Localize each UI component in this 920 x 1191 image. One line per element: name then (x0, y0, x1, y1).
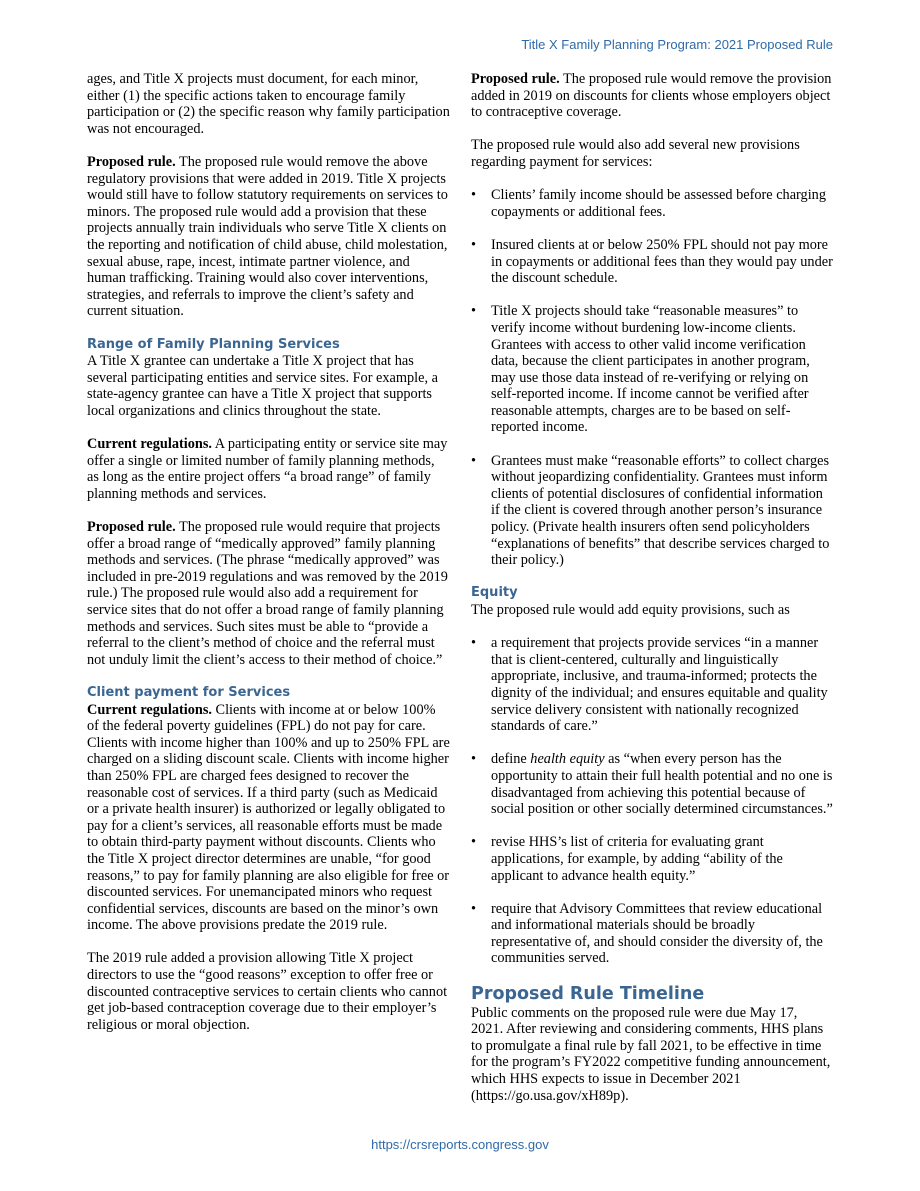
list-item (471, 751, 833, 817)
paragraph-text: Clients with income at or below 100% of the federal poverty guidelines (FPL) do not pay for care. Clients with income higher than 100% and up to 250% FPL are charged on a sliding discount scale. Clients with income higher than 250% FPL are charged fees designed to recover the reasonable cost of services. If a third party (such as Medicaid or a private health insurer) is authorized or legally obligated to pay for a client’s services, all reasonable efforts must be made to obtain third-party payment without discounts. Clients who the Title X project director determines are unable, “for good reasons,” to pay for family planning are also eligible for free or discounted services. For unemancipated minors who request confidential services, discounts are based on the minor’s own income. The above provisions predate the 2019 rule. (87, 701, 450, 934)
run-in-heading: Current regulations. (87, 701, 212, 718)
section-heading-range: Range of Family Planning Services (87, 336, 340, 352)
list-item-text: a requirement that projects provide services “in a manner that is client-centered, culturally and linguistically appropriate, inclusive, and trauma-informed; protects the dignity of the individual; and ensures equitable and quality service delivery consistent with nationally recognized standards of care.” (491, 635, 828, 735)
list-item (471, 187, 833, 220)
paragraph-text: A participating entity or service site may offer a single or limited number of family planning methods, as long as the entire project offers “a broad range” of family planning methods and services. (87, 436, 448, 502)
bullet-icon: • (471, 751, 477, 768)
footer-url: https://crsreports.congress.gov (371, 1137, 549, 1152)
bullet-icon: • (471, 236, 477, 253)
right-column (471, 71, 833, 1104)
paragraph-proposed-rule-minors (87, 154, 450, 320)
run-in-heading: Current regulations. (87, 436, 212, 453)
bullet-icon: • (471, 900, 477, 917)
paragraph-payment-provisions-intro: The proposed rule would also add several new provisions regarding payment for services: (471, 137, 800, 170)
section-heading-equity: Equity (471, 585, 518, 601)
run-in-heading: Proposed rule. (471, 71, 560, 87)
paragraph-proposed-rule-discounts (471, 71, 833, 121)
running-header: Title X Family Planning Program: 2021 Proposed Rule (521, 37, 833, 52)
list-item-text: define (491, 751, 531, 768)
bullet-icon: • (471, 452, 477, 469)
run-in-heading: Proposed rule. (87, 153, 176, 170)
left-column (87, 71, 450, 1033)
bullet-icon: • (471, 635, 477, 652)
paragraph-minors-documentation: ages, and Title X projects must document, for each minor, either (1) the specific actions taken to encourage family participation or (2) the specific reason why family participation was not encouraged. (87, 71, 450, 137)
list-item-text: Clients’ family income should be assessed before charging copayments or additional fees. (491, 187, 826, 220)
paragraph-current-regulations-payment (87, 702, 450, 934)
paragraph-equity-intro: The proposed rule would add equity provisions, such as (471, 602, 790, 618)
paragraph-text: The proposed rule would remove the provision added in 2019 on discounts for clients whose employers object to contraceptive coverage. (471, 71, 832, 121)
list-item (471, 834, 833, 884)
list-item-text: Grantees must make “reasonable efforts” to collect charges without jeopardizing confidentiality. Grantees must inform clients of potential disclosures of confidential information if the client is covered through another person’s insurance policy. (Private health insurers often send policyholders “explanations of benefits” that describe services charged to their policy.) (491, 452, 830, 569)
list-item-text: Title X projects should take “reasonable measures” to verify income without burdening low-income clients. Grantees with access to other valid income verification data, because the client participates in another program, may use those data instead of re-verifying or relying on self-reported income. If income cannot be verified after reasonable attempts, charges are to be based on self-reported income. (491, 303, 810, 436)
list-item (471, 901, 833, 967)
paragraph-proposed-rule-range (87, 519, 450, 668)
paragraph-text: The proposed rule would require that projects offer a broad range of “medically approved” family planning methods and services. (The phrase “medically approved” was included in pre-2019 regulations and was removed by the 2019 rule.) The proposed rule would also add a requirement for service sites that do not offer a broad range of family planning methods and services. Such sites must be able to “provide a referral to the client’s method of choice and the referral must not unduly limit the client’s access to their method of choice.” (87, 519, 448, 668)
paragraph-timeline: Public comments on the proposed rule were due May 17, 2021. After reviewing and considering comments, HHS plans to promulgate a final rule by fall 2021, to be effective in time for the program’s FY2022 competitive funding announcement, which HHS expects to issue in December 2021 (https://go.usa.gov/xH89p). (471, 1004, 831, 1104)
bullet-icon: • (471, 303, 477, 320)
bullet-icon: • (471, 187, 477, 204)
section-heading-timeline: Proposed Rule Timeline (471, 983, 705, 1004)
list-item (471, 303, 833, 436)
list-item (471, 453, 833, 569)
list-item-text: require that Advisory Committees that review educational and informational materials should be broadly representative of, and should consider the diversity of, the communities served. (491, 900, 823, 967)
paragraph-text: The proposed rule would remove the above regulatory provisions that were added in 2019. Title X projects would still have to follow statutory requirements on services to minors. The proposed rule would add a provision that these projects annually train individuals who serve Title X clients on the reporting and notification of child abuse, child molestation, sexual abuse, rape, incest, intimate partner violence, and human trafficking. Training would also cover interventions, strategies, and referrals to improve the client’s safety and current situation. (87, 153, 448, 320)
list-item (471, 635, 833, 735)
bullet-icon: • (471, 834, 477, 851)
term-health-equity: health equity (530, 751, 605, 768)
equity-bullet-list (471, 635, 833, 967)
section-heading-client-payment: Client payment for Services (87, 684, 291, 700)
run-in-heading: Proposed rule. (87, 519, 176, 536)
list-item (471, 237, 833, 287)
paragraph-range-intro: A Title X grantee can undertake a Title X project that has several participating entities and service sites. For example, a state-agency grantee can have a Title X project that supports local organizations and clinics throughout the state. (87, 353, 438, 419)
list-item-text: Insured clients at or below 250% FPL should not pay more in copayments or additional fees than they would pay under the discount schedule. (491, 236, 833, 287)
paragraph-current-regulations-range (87, 436, 450, 502)
paragraph-2019-rule-provision: The 2019 rule added a provision allowing Title X project directors to use the “good reasons” exception to offer free or discounted contraceptive services to certain clients who cannot get job-based contraception coverage due to their employer’s religious or moral objection. (87, 950, 448, 1033)
payment-bullet-list (471, 187, 833, 569)
list-item-text: as “when every person has the opportunity to attain their full health potential and no one is disadvantaged from achieving this potential because of social position or other socially determined circumstances.” (491, 751, 833, 818)
list-item-text: revise HHS’s list of criteria for evaluating grant applications, for example, by adding “ability of the applicant to advance health equity.” (491, 834, 783, 884)
